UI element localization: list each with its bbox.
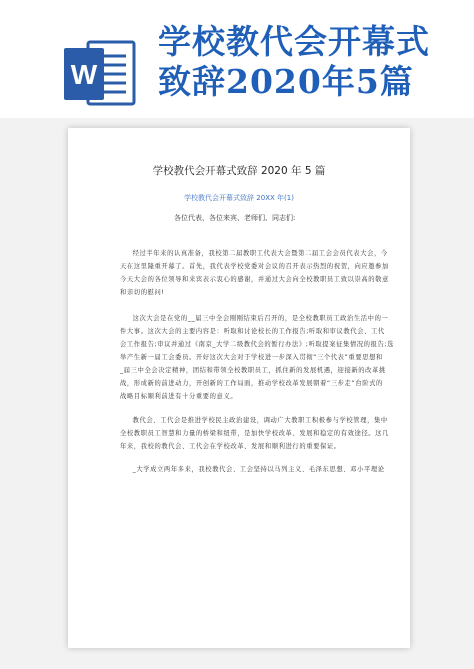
title-banner bbox=[0, 0, 474, 118]
paragraph-line: 举产生新一届工会委员。开好这次大会对于学校进一步深入贯彻“三个代表”重要思想和 bbox=[120, 354, 383, 361]
banner-title-line-1: 学校教代会开幕式 bbox=[158, 22, 430, 61]
document-page bbox=[68, 128, 410, 648]
paragraph-3 bbox=[120, 414, 389, 453]
paragraph-line: _届三中全会决定精神，团结和带领全校教职员工，抓住新的发展机遇，迎接新的改革挑 bbox=[120, 367, 386, 374]
paragraph-1 bbox=[120, 247, 389, 299]
paragraph-2 bbox=[120, 312, 394, 403]
paragraph-line: 全校教职员工智慧和力量的桥梁和纽带，是加快学校改革、发展和稳定的有效途径。这几 bbox=[120, 430, 389, 437]
paragraph-line: 战略目标顺利前进有十分重要的意义。 bbox=[120, 393, 238, 400]
banner-title-line-2: 致辞2020年5篇 bbox=[158, 62, 414, 101]
paragraph-line: 和亲切的慰问! bbox=[120, 289, 165, 296]
paragraph-line: 这次大会是在党的__届三中全会刚刚结束后召开的，是全校教职员工政治生活中的一 bbox=[132, 315, 389, 322]
paragraph-line: 会工作报告;审议并通过《南京_大学二级教代会的暂行办法》;听取提案征集情况的报告;选 bbox=[120, 341, 394, 348]
document-title: 学校教代会开幕式致辞 2020 年 5 篇 bbox=[152, 165, 326, 177]
paragraph-line: 战，形成新的前进动力，开创新的工作局面，推动学校改革发展朝着“三步走”台阶式的 bbox=[120, 380, 383, 387]
word-document-icon bbox=[62, 34, 140, 112]
banner-title bbox=[158, 22, 458, 102]
paragraph-line: _大学成立两年多来，我校教代会、工会坚持以马列主义、毛泽东思想、邓小平理论 bbox=[132, 466, 385, 473]
paragraph-4 bbox=[120, 463, 385, 476]
paragraph-line: 天在这里隆重开幕了。首先，我代表学校党委对会议的召开表示热烈的祝贺，向应邀参加 bbox=[120, 263, 389, 270]
word-icon-letter: W bbox=[70, 59, 98, 90]
paragraph-line: 经过半年来的认真准备，我校第二届教职工代表大会暨第二届工会会员代表大会，今 bbox=[132, 250, 388, 257]
document-subtitle: 学校教代会开幕式致辞 20XX 年(1) bbox=[184, 194, 294, 202]
paragraph-line: 件大事。这次大会的主要内容是：听取和讨论校长的工作报告;听取和审议教代会、工代 bbox=[120, 328, 385, 335]
paragraph-line: 今天大会的各位领导和来宾表示衷心的感谢，并通过大会向全校教职员工致以崇高的敬意 bbox=[120, 276, 389, 283]
paragraph-line: 年来，我校的教代会、工代会在学校改革、发展和顺利进行的重要保证。 bbox=[120, 443, 341, 450]
paragraph-line: 教代会、工代会是推进学校民主政治建设，调动广大教职工积极参与学校管理，集中 bbox=[132, 417, 388, 424]
greeting-line: 各位代表、各位来宾、老师们、同志们: bbox=[174, 214, 296, 222]
